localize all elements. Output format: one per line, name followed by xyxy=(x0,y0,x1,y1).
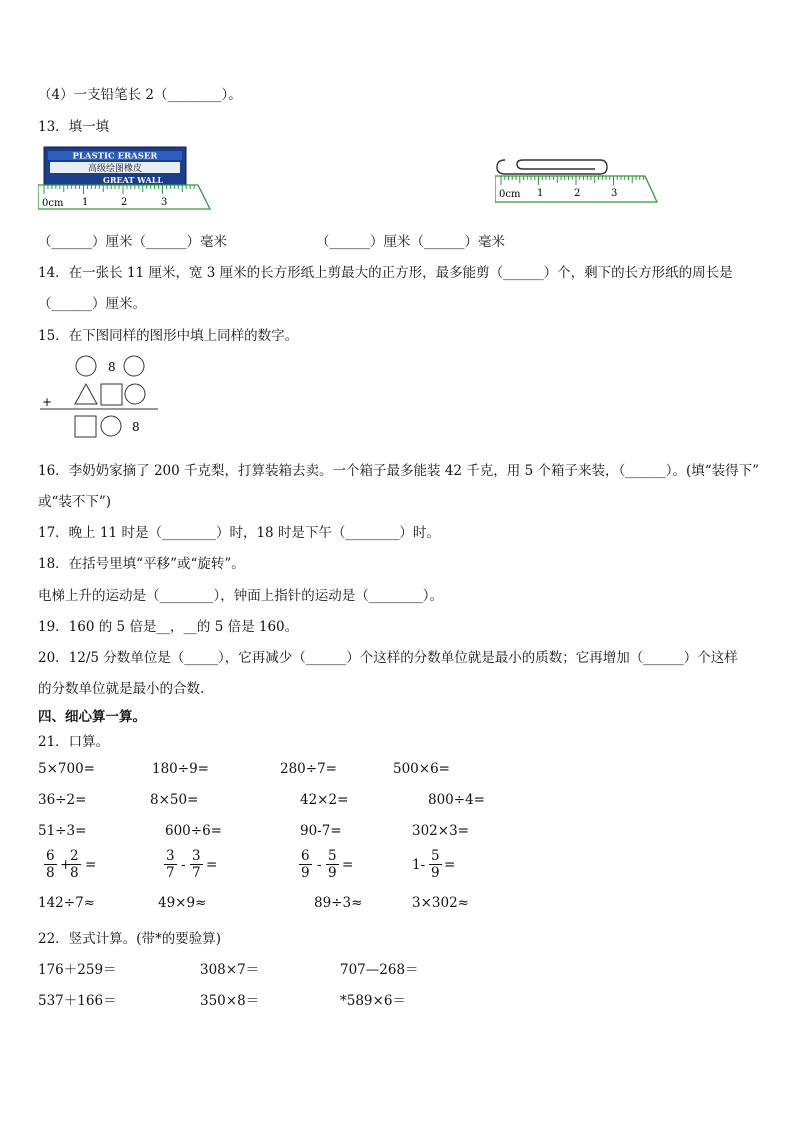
square-shape xyxy=(75,416,96,437)
ruler-right-label-1: 1 xyxy=(537,188,544,199)
vertical-calc-item: 350×8＝ xyxy=(200,993,260,1009)
question-16-line-1: 16．李奶奶家摘了 200 千克梨，打算装箱去卖。一个箱子最多能装 42 千克，用 5 个箱子来装，（______）。(填“装得下” xyxy=(38,463,760,479)
oral-calc-item: 500×6= xyxy=(393,761,450,777)
vertical-calc-item: 537＋166＝ xyxy=(38,993,117,1009)
ruler-right-label-3: 3 xyxy=(611,188,618,199)
eraser-ruler-figure xyxy=(38,143,213,215)
fraction: $\frac{3}{7}$ xyxy=(166,848,175,881)
fraction: $\frac{6}{9}$ xyxy=(301,848,310,881)
fraction: $\frac{3}{7}$ xyxy=(192,848,201,881)
question-19: 19．160 的 5 倍是__，__的 5 倍是 160。 xyxy=(38,619,299,635)
question-21-title: 21．口算。 xyxy=(38,734,110,750)
fraction: $\frac{5}{9}$ xyxy=(431,848,440,881)
ruler-right-label-2: 2 xyxy=(574,188,581,199)
ruler-left-label-2: 2 xyxy=(121,197,128,208)
oral-calc-item: 180÷9= xyxy=(152,761,209,777)
oral-calc-item: 90-7= xyxy=(300,823,342,839)
oral-calc-item: 142÷7≈ xyxy=(38,895,95,911)
vertical-calc-item: 707—268＝ xyxy=(340,962,419,978)
paperclip-ruler-figure xyxy=(495,150,660,210)
circle-shape xyxy=(124,356,144,376)
triangle-shape xyxy=(75,384,97,404)
question-13-answer-right: （______）厘米（______）毫米 xyxy=(316,234,505,250)
fraction: $\frac{5}{9}$ xyxy=(328,848,337,881)
oral-calc-item: 36÷2= xyxy=(38,792,87,808)
eraser-text-bottom: GREAT WALL xyxy=(102,175,164,185)
ruler-right-label-0: 0cm xyxy=(499,189,521,200)
digit-8-top: 8 xyxy=(108,360,116,374)
question-18-line: 电梯上升的运动是（________），钟面上指针的运动是（________）。 xyxy=(38,588,443,604)
question-15-title: 15．在下图同样的图形中填上同样的数字。 xyxy=(38,328,299,344)
oral-calc-item: 600÷6= xyxy=(165,823,222,839)
oral-calc-item: 89÷3≈ xyxy=(314,895,363,911)
eraser-text-top: PLASTIC ERASER xyxy=(72,151,158,162)
ruler-left-label-3: 3 xyxy=(161,197,168,208)
oral-calc-item: 800÷4= xyxy=(428,792,485,808)
fraction: $\frac{2}{8}$ xyxy=(70,848,79,881)
question-16-line-2: 或“装不下”) xyxy=(38,494,112,510)
circle-shape xyxy=(125,384,145,404)
question-13-title: 13．填一填 xyxy=(38,119,110,135)
question-14-line-2: （______）厘米。 xyxy=(38,296,146,312)
square-shape xyxy=(101,384,122,405)
question-13-answer-left: （______）厘米（______）毫米 xyxy=(38,234,227,250)
question-18-title: 18．在括号里填“平移”或“旋转”。 xyxy=(38,556,245,572)
vertical-calc-item: 308×7＝ xyxy=(200,962,260,978)
question-14-line-1: 14．在一张长 11 厘米，宽 3 厘米的长方形纸上剪最大的正方形，最多能剪（______）个，剩下的长方形纸的周长是 xyxy=(38,265,733,281)
fraction: $\frac{6}{8}$ xyxy=(46,848,55,881)
paperclip-icon xyxy=(497,160,607,174)
question-12-4: （4）一支铅笔长 2（________）。 xyxy=(38,87,242,103)
oral-calc-item: 42×2= xyxy=(300,792,349,808)
oral-calc-item: 5×700= xyxy=(38,761,95,777)
oral-calc-item: 280÷7= xyxy=(280,761,337,777)
oral-calc-item: 49×9≈ xyxy=(158,895,207,911)
question-17: 17．晚上 11 时是（________）时，18 时是下午（________）时。 xyxy=(38,525,440,541)
vertical-calc-item: 176＋259＝ xyxy=(38,962,117,978)
section-4-heading: 四、细心算一算。 xyxy=(38,709,146,725)
eraser-text-mid: 高级绘图橡皮 xyxy=(87,164,143,174)
oral-calc-item: 8×50= xyxy=(150,792,199,808)
plus-sign: + xyxy=(42,395,53,409)
question-22-title: 22．竖式计算。(带*的要验算) xyxy=(38,931,221,947)
ruler-left-label-0: 0cm xyxy=(42,198,64,209)
oral-calc-item: 302×3= xyxy=(412,823,469,839)
shape-addition-figure xyxy=(38,350,163,442)
circle-shape xyxy=(101,416,121,436)
vertical-calc-item: *589×6＝ xyxy=(340,993,406,1009)
oral-calc-item: 51÷3= xyxy=(38,823,87,839)
digit-8-bottom: 8 xyxy=(132,420,140,434)
ruler-left-label-1: 1 xyxy=(82,197,89,208)
question-20-line-2: 的分数单位就是最小的合数. xyxy=(38,681,205,697)
question-20-line-1: 20．12/5 分数单位是（_____），它再减少（______）个这样的分数单位就是最小的质数；它再增加（______）个这样 xyxy=(38,650,738,666)
circle-shape xyxy=(76,356,96,376)
oral-calc-item: 3×302≈ xyxy=(412,895,469,911)
